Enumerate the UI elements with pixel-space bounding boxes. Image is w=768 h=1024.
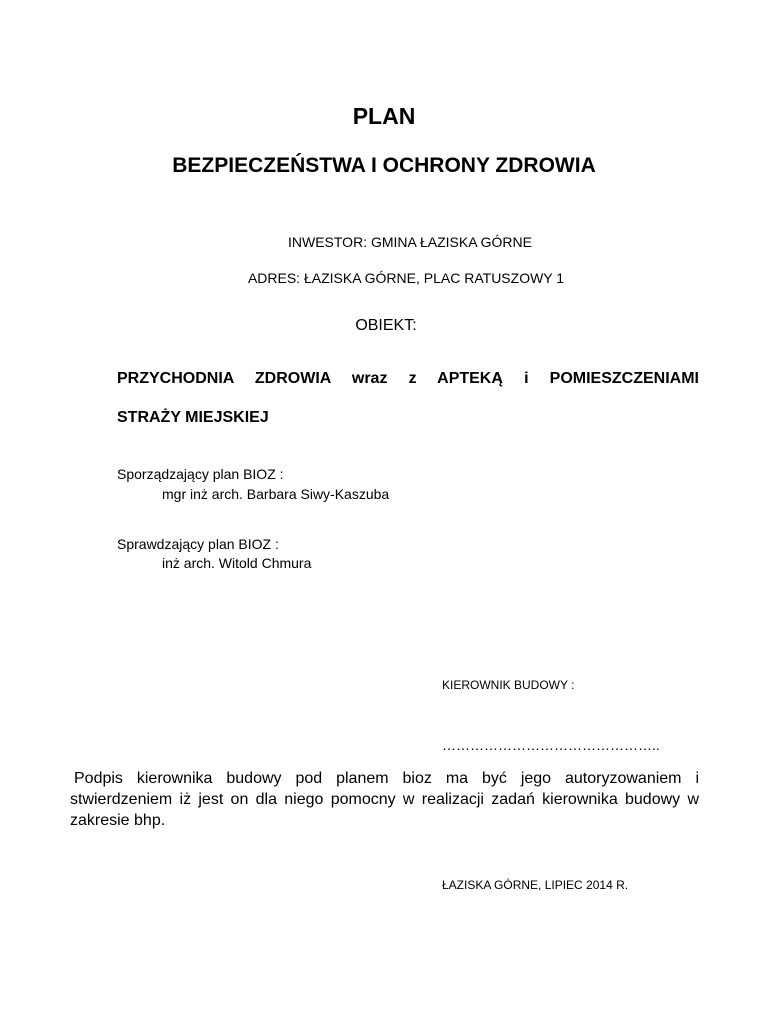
place-date: ŁAZISKA GÓRNE, LIPIEC 2014 R. [442,878,629,892]
prepared-by-name: mgr inż arch. Barbara Siwy-Kaszuba [162,486,390,502]
site-manager-label: KIEROWNIK BUDOWY : [442,678,575,692]
document-title: PLAN [352,103,416,129]
document-subtitle: BEZPIECZEŃSTWA I OCHRONY ZDROWIA [172,154,596,177]
object-name-line-2: STRAŻY MIEJSKIEJ [117,409,269,426]
investor-line: INWESTOR: GMINA ŁAZISKA GÓRNE [287,234,532,250]
object-label: OBIEKT: [355,317,417,334]
prepared-by-label: Sporządzający plan BIOZ : [117,466,284,482]
signature-note: Podpis kierownika budowy pod planem bioz ma być jego autoryzowaniem i stwierdzeniem iż jest on dla niego pomocny w realizacji zadań kierownika budowy w zakresie bhp. [70,770,699,829]
checked-by-label: Sprawdzający plan BIOZ : [117,536,279,552]
address-line: ADRES: ŁAZISKA GÓRNE, PLAC RATUSZOWY 1 [247,270,565,286]
checked-by-name: inż arch. Witold Chmura [162,555,312,571]
signature-line: ……………………………………….. [442,737,660,753]
object-name-line-1: PRZYCHODNIA ZDROWIA wraz z APTEKĄ i POMIESZCZENIAMI [117,370,699,387]
object-name [117,370,699,427]
